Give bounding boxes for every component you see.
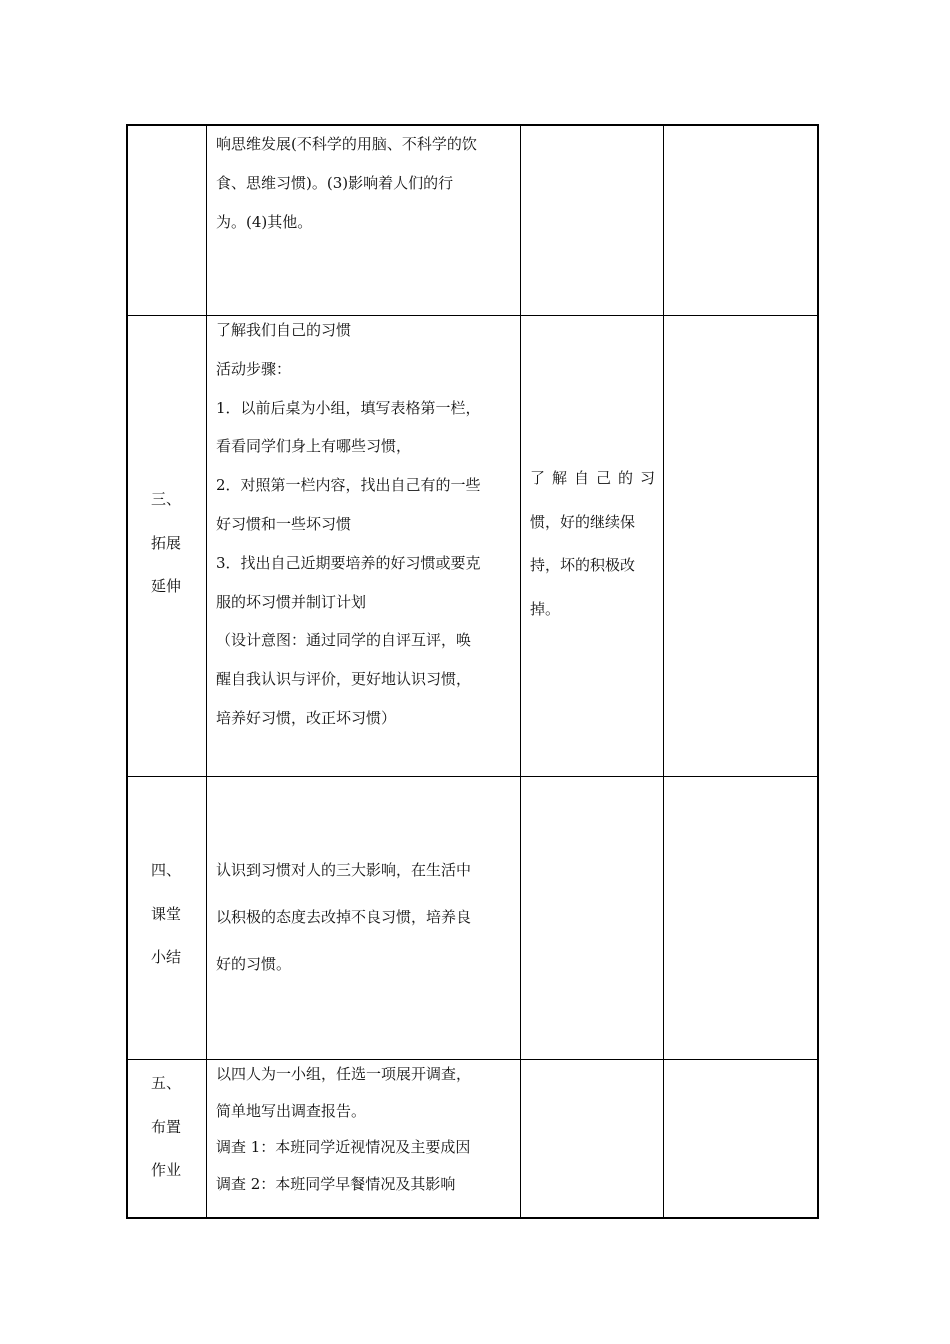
- content-line: 看看同学们身上有哪些习惯，: [216, 437, 412, 456]
- column-divider: [520, 124, 521, 1219]
- content-line: 调查 2：本班同学早餐情况及其影响: [216, 1174, 456, 1193]
- content-line: 好习惯和一些坏习惯: [216, 514, 352, 533]
- content-line: 醒自我认识与评价，更好地认识习惯，: [216, 670, 472, 689]
- goal-line: 掉。: [530, 599, 561, 618]
- content-line: 3．找出自己近期要培养的好习惯或要克: [216, 553, 481, 572]
- content-line: 认识到习惯对人的三大影响，在生活中: [216, 861, 472, 879]
- content-line: 以四人为一小组，任选一项展开调查，: [216, 1065, 472, 1083]
- row4-content: [206, 1056, 520, 1202]
- section-line: 课堂: [150, 904, 181, 923]
- row1-content: [206, 125, 520, 242]
- goal-line: 惯，好的继续保: [530, 512, 636, 531]
- section-label-extension: [126, 478, 206, 609]
- section-line: 延伸: [150, 577, 181, 595]
- content-line: 培养好习惯，改正坏习惯）: [216, 708, 397, 727]
- row2-goal: [520, 457, 663, 631]
- content-line: 简单地写出调查报告。: [216, 1101, 367, 1120]
- section-line: 三、: [150, 490, 181, 508]
- content-line: 服的坏习惯并制订计划: [216, 592, 367, 611]
- table-border-left: [126, 124, 128, 1219]
- goal-line: 持，坏的积极改: [530, 556, 636, 574]
- section-line: 四、: [150, 861, 181, 879]
- content-line: 调查 1：本班同学近视情况及主要成因: [216, 1138, 471, 1156]
- content-line: 活动步骤：: [216, 359, 292, 378]
- section-line: 小结: [150, 948, 181, 966]
- content-line: 以积极的态度去改掉不良习惯，培养良: [216, 908, 472, 926]
- table-border-bottom: [126, 1217, 819, 1219]
- table-border-right: [817, 124, 819, 1219]
- content-line: 响思维发展(不科学的用脑、不科学的饮: [216, 135, 477, 153]
- content-line: 好的习惯。: [216, 955, 292, 973]
- row3-content: [206, 847, 520, 988]
- section-label-homework: [126, 1062, 206, 1193]
- section-label-summary: [126, 849, 206, 980]
- section-line: 拓展: [150, 533, 181, 552]
- column-divider: [663, 124, 664, 1219]
- section-line: 作业: [150, 1161, 181, 1179]
- content-line: 了解我们自己的习惯: [216, 321, 352, 339]
- content-line: 为。(4)其他。: [216, 213, 313, 231]
- content-line: 1．以前后桌为小组，填写表格第一栏，: [216, 398, 481, 417]
- content-line: 食、思维习惯)。(3)影响着人们的行: [216, 174, 454, 192]
- section-line: 五、: [150, 1074, 181, 1092]
- lesson-plan-table: [126, 124, 819, 1219]
- goal-line: 了解自己的习: [530, 469, 655, 487]
- content-line: 2．对照第一栏内容，找出自己有的一些: [216, 476, 481, 495]
- content-line: （设计意图：通过同学的自评互评，唤: [216, 631, 472, 650]
- row2-content: [206, 311, 520, 738]
- section-line: 布置: [150, 1117, 181, 1136]
- row-divider: [126, 776, 819, 777]
